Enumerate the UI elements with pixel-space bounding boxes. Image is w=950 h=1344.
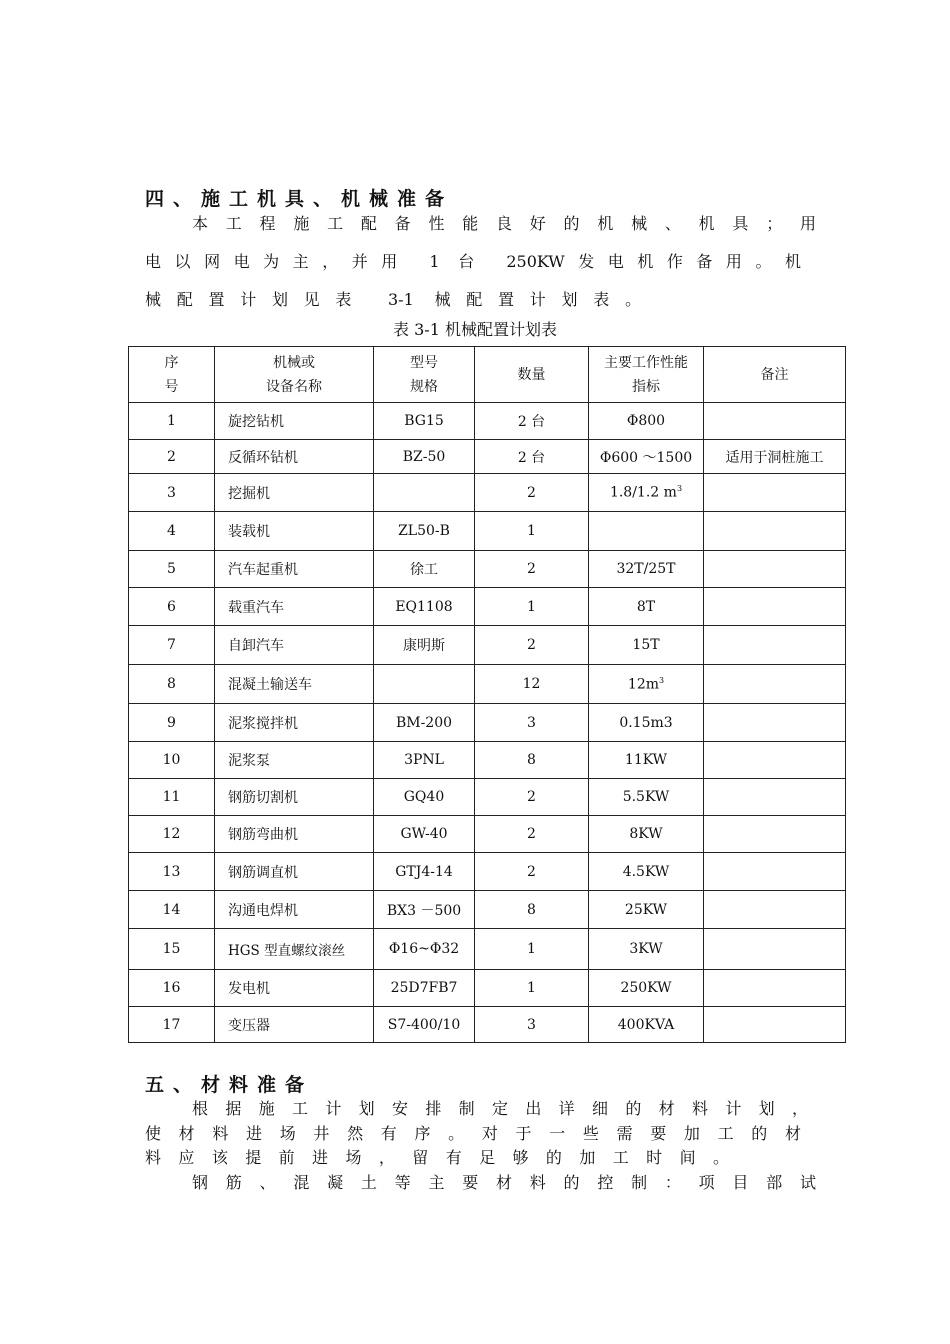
cell-model: BG15	[374, 403, 475, 440]
cell-remark	[704, 816, 846, 853]
cell-qty: 2 台	[475, 440, 589, 474]
table-caption: 表 3-1 机械配置计划表	[393, 320, 557, 339]
cell-name: 汽车起重机	[215, 551, 374, 588]
cell-perf: 0.15m3	[589, 704, 704, 742]
table-row	[129, 626, 846, 665]
cell-remark	[704, 970, 846, 1007]
cell-perf: $12m^3$	[589, 665, 704, 704]
cell-qty: 1	[475, 588, 589, 626]
paragraph-line: 械配置计划见表 3-1 械配置计划表。	[145, 290, 641, 309]
cell-name: 混凝土输送车	[215, 665, 374, 704]
cell-name: 发电机	[215, 970, 374, 1007]
cell-model	[374, 474, 475, 512]
cell-no: 13	[129, 853, 215, 891]
cell-name: 变压器	[215, 1007, 374, 1043]
cell-model: EQ1108	[374, 588, 475, 626]
cell-no: 6	[129, 588, 215, 626]
cell-perf: Φ600 ～1500	[589, 440, 704, 474]
cell-qty: 1	[475, 929, 589, 970]
cell-name: 钢筋切割机	[215, 779, 374, 816]
paragraph-line: 根据施工计划安排制定出详细的材料计划，	[192, 1099, 808, 1118]
cell-perf: 11KW	[589, 742, 704, 779]
cell-model: GTJ4-14	[374, 853, 475, 891]
table-row	[129, 512, 846, 551]
cell-name: 泥浆搅拌机	[215, 704, 374, 742]
header-cell-remark: 备注	[704, 347, 846, 403]
cell-perf: 4.5KW	[589, 853, 704, 891]
table-row	[129, 474, 846, 512]
machine-table	[128, 346, 846, 1043]
cell-perf: 5.5KW	[589, 779, 704, 816]
table-header-row	[129, 347, 846, 403]
cell-no: 5	[129, 551, 215, 588]
header-cell-perf: 主要工作性能 指标	[589, 347, 704, 403]
cell-remark	[704, 1007, 846, 1043]
table-row	[129, 742, 846, 779]
cell-name: 载重汽车	[215, 588, 374, 626]
cell-model: BX3 －500	[374, 891, 475, 929]
cell-name: 泥浆泵	[215, 742, 374, 779]
cell-perf: 8KW	[589, 816, 704, 853]
cell-name: 挖掘机	[215, 474, 374, 512]
cell-no: 17	[129, 1007, 215, 1043]
cell-no: 10	[129, 742, 215, 779]
cell-no: 3	[129, 474, 215, 512]
cell-no: 9	[129, 704, 215, 742]
table-row	[129, 588, 846, 626]
cell-qty: 2 台	[475, 403, 589, 440]
cell-model: Φ16~Φ32	[374, 929, 475, 970]
cell-model: S7-400/10	[374, 1007, 475, 1043]
cell-model: ZL50-B	[374, 512, 475, 551]
cell-qty: 2	[475, 853, 589, 891]
cell-remark	[704, 891, 846, 929]
cell-no: 4	[129, 512, 215, 551]
cell-remark	[704, 474, 846, 512]
cell-remark: 适用于洞桩施工	[704, 440, 846, 474]
paragraph-line: 本工程施工配备性能良好的机械、机具；用	[192, 214, 816, 233]
cell-perf: 1.8/1.2 $m^3$	[589, 474, 704, 512]
cell-perf: 25KW	[589, 891, 704, 929]
cell-no: 7	[129, 626, 215, 665]
cell-no: 14	[129, 891, 215, 929]
cell-remark	[704, 403, 846, 440]
cell-no: 1	[129, 403, 215, 440]
section-heading: 四、施工机具、机械准备	[145, 188, 454, 210]
cell-remark	[704, 626, 846, 665]
cell-model: GQ40	[374, 779, 475, 816]
cell-qty: 2	[475, 474, 589, 512]
cell-qty: 2	[475, 551, 589, 588]
cell-model: BM-200	[374, 704, 475, 742]
cell-qty: 2	[475, 779, 589, 816]
cell-qty: 1	[475, 512, 589, 551]
cell-model: BZ-50	[374, 440, 475, 474]
cell-model: GW-40	[374, 816, 475, 853]
table-row	[129, 779, 846, 816]
cell-perf: 15T	[589, 626, 704, 665]
cell-qty: 1	[475, 970, 589, 1007]
table-row	[129, 970, 846, 1007]
cell-remark	[704, 853, 846, 891]
cell-name: 自卸汽车	[215, 626, 374, 665]
cell-perf: Φ800	[589, 403, 704, 440]
cell-no: 2	[129, 440, 215, 474]
cell-no: 8	[129, 665, 215, 704]
table-row	[129, 891, 846, 929]
cell-qty: 2	[475, 626, 589, 665]
header-cell-no: 序 号	[129, 347, 215, 403]
cell-qty: 8	[475, 742, 589, 779]
cell-perf: 3KW	[589, 929, 704, 970]
header-cell-name: 机械或 设备名称	[215, 347, 374, 403]
cell-model: 徐工	[374, 551, 475, 588]
cell-name: 装载机	[215, 512, 374, 551]
cell-no: 15	[129, 929, 215, 970]
cell-qty: 3	[475, 1007, 589, 1043]
header-cell-model: 型号 规格	[374, 347, 475, 403]
cell-model	[374, 665, 475, 704]
header-cell-qty: 数量	[475, 347, 589, 403]
paragraph-line: 使材料进场井然有序。对于一些需要加工的材	[145, 1124, 801, 1143]
cell-remark	[704, 588, 846, 626]
table-row	[129, 853, 846, 891]
cell-name: 钢筋弯曲机	[215, 816, 374, 853]
table-row	[129, 816, 846, 853]
cell-remark	[704, 742, 846, 779]
cell-perf: 8T	[589, 588, 704, 626]
cell-no: 16	[129, 970, 215, 1007]
table-row	[129, 704, 846, 742]
cell-perf: 32T/25T	[589, 551, 704, 588]
table-row	[129, 440, 846, 474]
cell-qty: 12	[475, 665, 589, 704]
cell-model: 25D7FB7	[374, 970, 475, 1007]
table-row	[129, 929, 846, 970]
table-row	[129, 551, 846, 588]
cell-perf	[589, 512, 704, 551]
cell-remark	[704, 929, 846, 970]
paragraph-line: 电以网电为主，并用 1 台 250KW发电机作备用。机	[145, 252, 801, 271]
cell-name: HGS 型直螺纹滚丝	[215, 929, 374, 970]
cell-name: 反循环钻机	[215, 440, 374, 474]
cell-remark	[704, 512, 846, 551]
table-row	[129, 1007, 846, 1043]
cell-no: 11	[129, 779, 215, 816]
cell-model: 3PNL	[374, 742, 475, 779]
cell-name: 钢筋调直机	[215, 853, 374, 891]
cell-remark	[704, 551, 846, 588]
cell-no: 12	[129, 816, 215, 853]
cell-remark	[704, 665, 846, 704]
cell-remark	[704, 704, 846, 742]
paragraph-line: 钢筋、混凝土等主要材料的控制：项目部试	[192, 1173, 816, 1192]
cell-name: 沟通电焊机	[215, 891, 374, 929]
cell-perf: 400KVA	[589, 1007, 704, 1043]
paragraph-line: 料应该提前进场，留有足够的加工时间。	[145, 1148, 729, 1167]
cell-model: 康明斯	[374, 626, 475, 665]
table-row	[129, 665, 846, 704]
cell-remark	[704, 779, 846, 816]
table-row	[129, 403, 846, 440]
cell-qty: 8	[475, 891, 589, 929]
section-heading: 五、材料准备	[145, 1074, 314, 1096]
cell-qty: 2	[475, 816, 589, 853]
cell-perf: 250KW	[589, 970, 704, 1007]
cell-name: 旋挖钻机	[215, 403, 374, 440]
cell-qty: 3	[475, 704, 589, 742]
